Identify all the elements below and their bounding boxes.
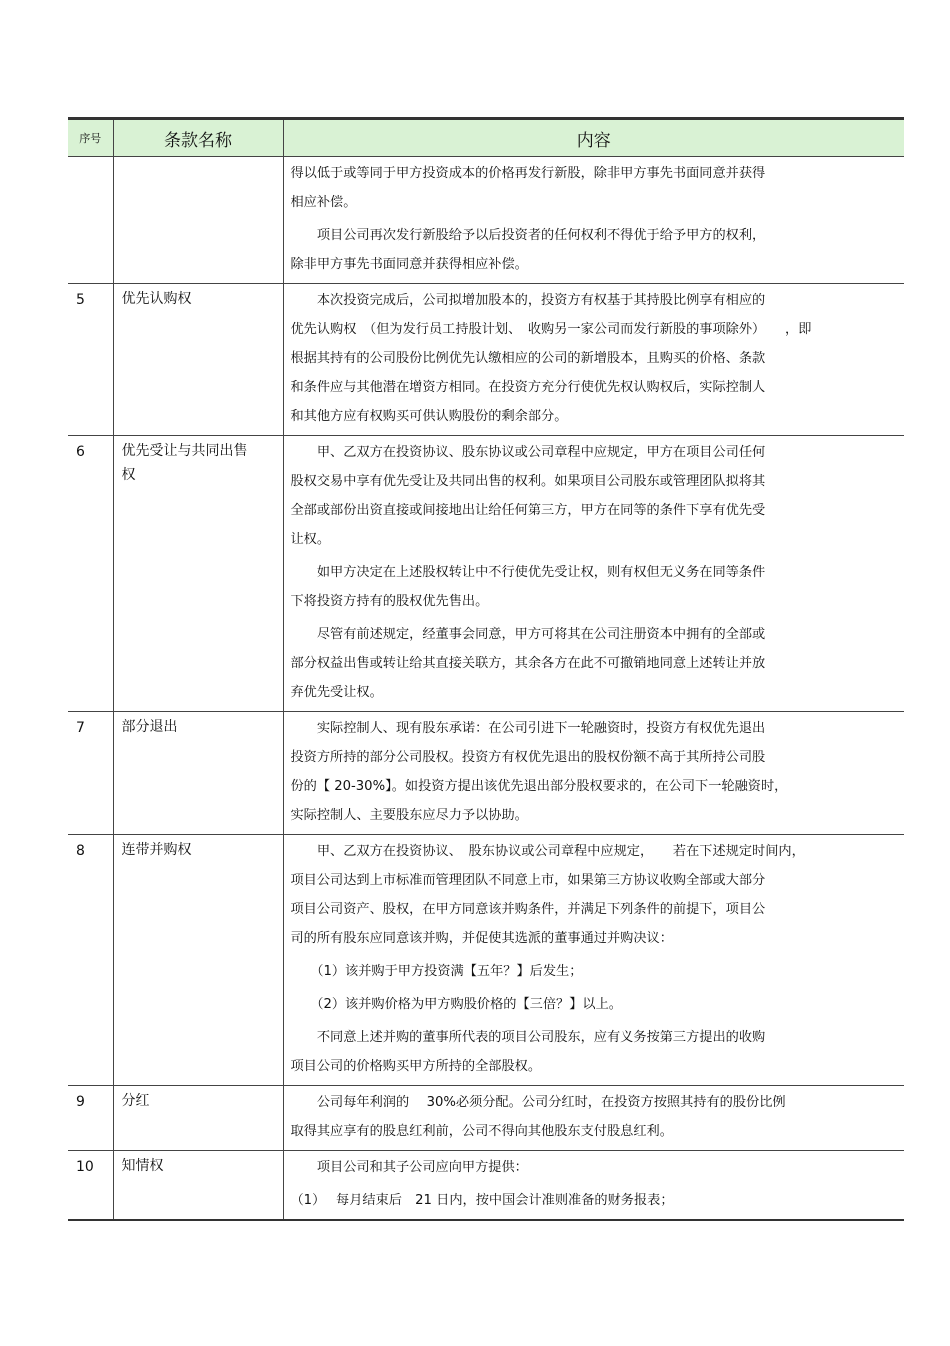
row-number: 9: [68, 1086, 113, 1151]
row-number: 6: [68, 436, 113, 712]
content-line: 根据其持有的公司股份比例优先认缴相应的公司的新增股本，且购买的价格、条款: [290, 351, 766, 366]
clause-name: 优先受让与共同出售权: [113, 436, 283, 712]
content-line: 部分权益出售或转让给其直接关联方，其余各方在此不可撤销地同意上述转让并放: [290, 656, 766, 671]
clause-content: [283, 157, 904, 284]
clause-name: 优先认购权: [113, 284, 283, 436]
row-number: 8: [68, 835, 113, 1086]
content-line: 甲、乙双方在投资协议、股东协议或公司章程中应规定，甲方在项目公司任何: [290, 445, 766, 460]
clause-name: 知情权: [113, 1151, 283, 1221]
table-row: [68, 436, 904, 712]
header-clause-name: 条款名称: [113, 119, 283, 157]
clause-name: 连带并购权: [113, 835, 283, 1086]
content-line: 实际控制人、现有股东承诺：在公司引进下一轮融资时，投资方有权优先退出: [290, 721, 766, 736]
content-line: 和其他方应有权购买可供认购股份的剩余部分。: [290, 409, 568, 424]
content-line: 司的所有股东应同意该并购，并促使其选派的董事通过并购决议：: [290, 931, 673, 946]
clause-content: [283, 436, 904, 712]
content-line: 份的【 20-30%】。如投资方提出该优先退出部分股权要求的，在公司下一轮融资时，: [290, 779, 788, 794]
table-row: [68, 157, 904, 284]
clause-table: [68, 117, 904, 1221]
content-line: 实际控制人、主要股东应尽力予以协助。: [290, 808, 528, 823]
header-content: 内容: [283, 119, 904, 157]
row-number: [68, 157, 113, 284]
content-line: 公司每年利润的 30%必须分配。公司分红时，在投资方按照其持有的股份比例: [290, 1095, 786, 1110]
clause-name: 部分退出: [113, 712, 283, 835]
content-line: 得以低于或等同于甲方投资成本的价格再发行新股，除非甲方事先书面同意并获得: [290, 166, 766, 181]
content-line: 弃优先受让权。: [290, 685, 383, 700]
content-line: 项目公司再次发行新股给予以后投资者的任何权利不得优于给予甲方的权利，: [290, 228, 766, 243]
clause-name: [113, 157, 283, 284]
content-line: （1）该并购于甲方投资满【五年？】后发生；: [290, 964, 583, 979]
clause-content: [283, 1151, 904, 1221]
table-row: [68, 835, 904, 1086]
table-row: [68, 284, 904, 436]
table-row: [68, 712, 904, 835]
row-number: 10: [68, 1151, 113, 1221]
clause-content: [283, 835, 904, 1086]
content-line: 项目公司和其子公司应向甲方提供：: [290, 1160, 528, 1175]
clause-name: 分红: [113, 1086, 283, 1151]
content-line: 和条件应与其他潜在增资方相同。在投资方充分行使优先权认购权后，实际控制人: [290, 380, 766, 395]
content-line: （2）该并购价格为甲方购股价格的【三倍？】以上。: [290, 997, 622, 1012]
clause-content: [283, 712, 904, 835]
content-line: 尽管有前述规定，经董事会同意，甲方可将其在公司注册资本中拥有的全部或: [290, 627, 766, 642]
clause-content: [283, 284, 904, 436]
content-line: 项目公司资产、股权，在甲方同意该并购条件，并满足下列条件的前提下，项目公: [290, 902, 766, 917]
content-line: 除非甲方事先书面同意并获得相应补偿。: [290, 257, 528, 272]
row-number: 7: [68, 712, 113, 835]
content-line: 优先认购权 （但为发行员工持股计划、 收购另一家公司而发行新股的事项除外） ，即: [290, 322, 812, 337]
table-row: [68, 1086, 904, 1151]
content-line: 相应补偿。: [290, 195, 357, 210]
content-line: （1） 每月结束后 21 日内，按中国会计准则准备的财务报表；: [290, 1193, 674, 1208]
content-line: 甲、乙双方在投资协议、 股东协议或公司章程中应规定， 若在下述规定时间内，: [290, 844, 805, 859]
content-line: 本次投资完成后，公司拟增加股本的，投资方有权基于其持股比例享有相应的: [290, 293, 766, 308]
content-line: 不同意上述并购的董事所代表的项目公司股东，应有义务按第三方提出的收购: [290, 1030, 766, 1045]
header-num: 序号: [68, 119, 113, 157]
content-line: 项目公司达到上市标准而管理团队不同意上市，如果第三方协议收购全部或大部分: [290, 873, 766, 888]
table-row: [68, 1151, 904, 1221]
content-line: 股权交易中享有优先受让及共同出售的权利。如果项目公司股东或管理团队拟将其: [290, 474, 766, 489]
content-line: 全部或部份出资直接或间接地出让给任何第三方，甲方在同等的条件下享有优先受: [290, 503, 766, 518]
clause-content: [283, 1086, 904, 1151]
row-number: 5: [68, 284, 113, 436]
content-line: 下将投资方持有的股权优先售出。: [290, 594, 489, 609]
table-header-row: [68, 119, 904, 157]
content-line: 项目公司的价格购买甲方所持的全部股权。: [290, 1059, 542, 1074]
content-line: 投资方所持的部分公司股权。投资方有权优先退出的股权份额不高于其所持公司股: [290, 750, 766, 765]
content-line: 让权。: [290, 532, 331, 547]
content-line: 取得其应享有的股息红利前，公司不得向其他股东支付股息红利。: [290, 1124, 673, 1139]
content-line: 如甲方决定在上述股权转让中不行使优先受让权，则有权但无义务在同等条件: [290, 565, 766, 580]
